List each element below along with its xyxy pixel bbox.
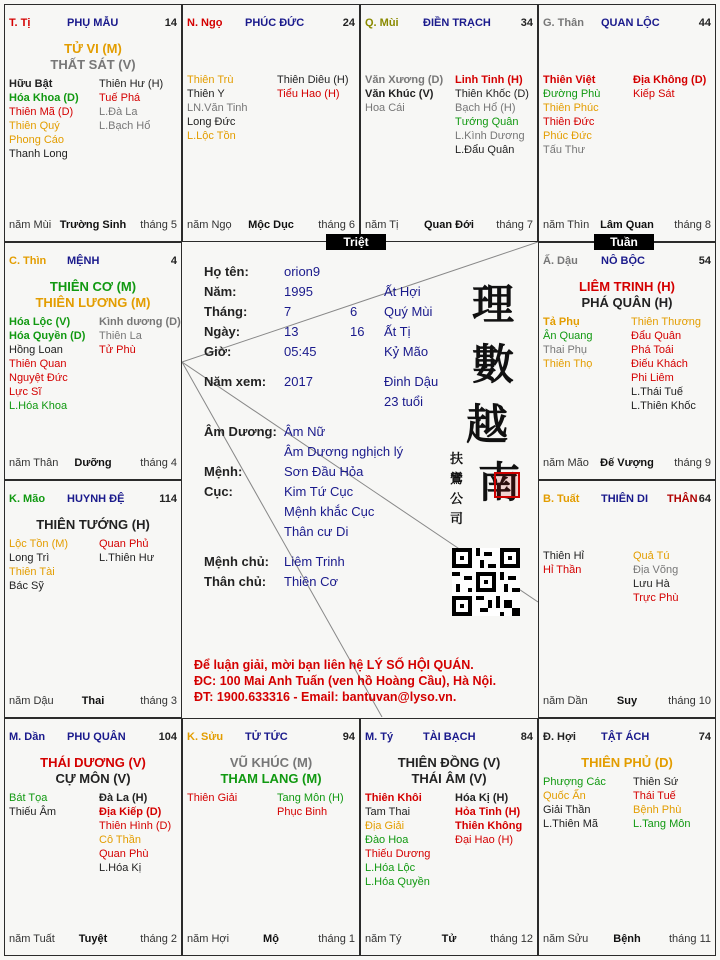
minor-star: Thiếu Dương [365,848,431,860]
main-star: THIÊN TƯỚNG (H) [36,517,150,532]
palace-stage: Mộc Dục [248,219,294,231]
minor-star: L.Kình Dương [455,130,525,142]
palace-ty[interactable] [360,718,538,956]
age-value: 23 tuổi [384,394,424,409]
palace-name: PHỤ MẪU [67,17,119,29]
palace-name: ĐIỀN TRẠCH [423,17,491,29]
main-star: THẤT SÁT (V) [50,57,136,72]
minor-star: Ân Quang [543,330,593,342]
minor-star: Thiên Quý [9,120,60,132]
minor-star: L.Hóa Quyền [365,876,430,888]
minor-star: Hóa Kị (H) [455,792,509,804]
palace-stage: Tử [441,933,457,945]
view-year-can-chi: Đinh Dậu [384,374,439,389]
minor-star: L.Bạch Hổ [99,120,151,132]
minor-star: Tam Thai [365,806,411,818]
minor-star: Thiên Khốc (D) [455,88,529,100]
tuan-marker: Tuần [594,234,654,250]
palace-footer [9,219,177,233]
palace-branch: K. Mão [9,493,46,505]
minor-star: Giải Thần [543,804,591,816]
star-column-right [455,73,529,157]
palace-stage: Bệnh [613,933,641,945]
minor-star: Lưu Hà [633,578,670,590]
star-column-right [99,315,181,357]
star-column-left [9,77,79,161]
minor-star: L.Thiên Hư [99,552,155,564]
palace-year: năm Ngọ [187,219,232,231]
palace-number: 54 [698,255,711,267]
palace-branch: C. Thìn [9,255,47,267]
palace-suu[interactable] [182,718,360,956]
palace-header [9,493,177,507]
palace-number: 104 [158,731,177,743]
palace-month: tháng 8 [674,219,711,231]
palace-name: NÔ BỘC [601,255,645,267]
seal-char-2: 鸞 [450,472,464,487]
main-star: VŨ KHÚC (M) [229,755,313,770]
minor-star: LN.Văn Tinh [187,102,248,114]
minor-star: Thiên Không [455,820,523,832]
star-column-right [99,791,171,875]
star-column-left [187,73,248,143]
palace-number: 74 [698,731,711,743]
minor-star: Địa Giải [365,820,405,832]
minor-star: Hóa Khoa (D) [9,92,79,104]
minor-star: Bát Tọa [9,792,48,804]
palace-stage: Đế Vượng [600,457,654,469]
star-column-right [277,73,349,101]
minor-star: L.Đà La [99,106,138,118]
month-lunar: 6 [350,304,358,319]
minor-star: Tấu Thư [543,144,586,156]
minor-star: Thiên Hỉ [543,550,584,562]
palace-name-secondary: THÂN [667,493,698,505]
palace-ngo[interactable] [182,4,360,242]
minor-star: Hoa Cái [365,102,405,114]
minor-star: Thiên Thương [631,316,702,328]
main-star: THIÊN ĐỒNG (V) [397,755,501,770]
minor-star: Thiên Y [187,88,225,100]
minor-star: L.Đẩu Quân [455,144,515,156]
palace-year: năm Mùi [9,219,52,231]
minor-star: Hóa Quyền (D) [9,330,86,342]
minor-star: L.Thái Tuế [631,386,683,398]
cuc-note-1: Mệnh khắc Cục [284,504,375,519]
minor-star: Lực Sĩ [9,386,42,398]
name-label: Họ tên: [204,264,249,279]
minor-star: Nguyệt Đức [9,372,68,384]
main-star: THIÊN LƯƠNG (M) [35,295,151,310]
minor-star: Phục Binh [277,806,328,818]
palace-year: năm Tuất [9,933,55,945]
hour-label: Giờ: [204,344,232,359]
palace-footer [365,933,533,947]
star-column-left [187,791,237,805]
minor-star: Thai Phụ [543,344,588,356]
star-column-right [455,791,522,847]
palace-month: tháng 10 [668,695,711,707]
palace-name: HUYNH ĐỆ [67,493,125,505]
palace-footer [365,219,533,233]
minor-star: Đào Hoa [365,834,409,846]
minor-star: Thiên Tài [9,566,55,578]
palace-name: TỬ TỨC [245,731,288,743]
minor-star: Lộc Tồn (M) [9,538,69,550]
palace-footer [9,457,177,471]
minor-star: Bạch Hổ (H) [455,102,516,114]
minor-star: Tả Phụ [543,316,580,328]
palace-branch: M. Dần [9,731,46,743]
minor-star: Thiên Việt [543,74,596,86]
star-column-left [365,73,443,115]
minor-star: Long Trì [9,552,50,564]
view-year-value: 2017 [284,374,313,389]
minor-star: Tử Phù [99,344,136,356]
minor-star: Phúc Đức [543,130,592,142]
palace-header [365,731,533,745]
year-can-chi: Ất Hợi [384,284,421,299]
minor-star: L.Lộc Tồn [187,130,236,142]
cuc-note-2: Thân cư Di [284,524,349,539]
minor-star: Đẩu Quân [631,330,682,342]
minor-star: Long Đức [187,116,236,128]
minor-star: Địa Không (D) [633,74,707,86]
minor-star: Tang Môn (H) [277,792,344,804]
minor-star: Điếu Khách [631,358,688,370]
palace-month: tháng 11 [668,933,711,945]
day-can-chi: Ất Tị [384,324,411,339]
year-value: 1995 [284,284,313,299]
palace-footer [9,933,177,947]
main-star: LIÊM TRINH (H) [578,279,676,294]
menh-chu-label: Mệnh chủ: [204,554,269,569]
menh-chu-value: Liêm Trinh [284,554,345,569]
palace-dan[interactable] [4,718,182,956]
star-column-left [543,775,606,831]
minor-star: Linh Tinh (H) [455,74,523,86]
palace-header [543,255,711,269]
minor-star: Thiên Khôi [365,792,422,804]
palace-year: năm Hợi [187,933,230,945]
minor-star: Thiên Diêu (H) [277,74,349,86]
palace-branch: T. Tị [9,17,31,29]
palace-branch: K. Sửu [187,731,224,743]
menh-value: Sơn Đầu Hỏa [284,464,364,479]
minor-star: L.Tang Môn [633,818,691,830]
seal-char-3: 公 [450,492,464,507]
month-label: Tháng: [204,304,248,319]
palace-branch: Ấ. Dậu [543,255,578,267]
palace-footer [543,219,711,233]
minor-star: Thiên Sứ [633,776,679,788]
palace-number: 114 [159,493,177,505]
palace-header [187,731,355,745]
palace-branch: G. Thân [543,17,584,29]
cuc-label: Cục: [204,484,233,499]
palace-tuat[interactable] [538,480,716,718]
palace-name: MỆNH [67,255,100,267]
minor-star: Tuế Phá [99,92,141,104]
palace-hoi[interactable] [538,718,716,956]
minor-star: Địa Kiếp (D) [99,806,162,818]
minor-star: Thiên Thọ [543,358,593,370]
palace-mui[interactable] [360,4,538,242]
star-column-right [631,315,701,413]
palace-header [543,17,711,31]
minor-star: Thiên La [99,330,142,342]
triet-marker: Triệt [326,234,386,250]
hour-value: 05:45 [284,344,317,359]
minor-star: Bệnh Phù [633,804,682,816]
minor-star: Thiên Hình (D) [99,820,172,832]
minor-star: Đường Phù [543,88,601,100]
palace-header [187,17,355,31]
seal-char-1: 扶 [450,452,464,467]
minor-star: L.Hóa Lộc [365,862,416,874]
main-star: PHÁ QUÂN (H) [581,295,673,310]
palace-header [9,731,177,745]
day-value: 13 [284,324,299,339]
star-column-left [543,315,593,371]
minor-star: Kiếp Sát [633,88,675,100]
palace-name: PHÚC ĐỨC [245,17,305,29]
minor-star: Thiên Phúc [543,102,599,114]
palace-footer [543,457,711,471]
palace-month: tháng 5 [140,219,177,231]
minor-star: Văn Khúc (V) [365,88,434,100]
palace-name: QUAN LỘC [601,17,660,29]
star-column-right [633,73,706,101]
contact-line-3[interactable]: ĐT: 1900.633316 - Email: bantuvan@lyso.vn. [194,690,457,704]
palace-dau[interactable] [538,242,716,480]
palace-mao[interactable] [4,480,182,718]
palace-number: 34 [520,17,533,29]
minor-star: Thiên Hư (H) [99,78,164,90]
palace-header [543,493,711,507]
palace-footer [9,695,177,709]
than-chu-label: Thân chủ: [204,574,267,589]
minor-star: Thiên Quan [9,358,67,370]
day-label: Ngày: [204,324,241,339]
palace-month: tháng 3 [140,695,177,707]
calligraphy-char-3: 越 [466,400,509,449]
star-column-left [543,73,600,157]
minor-star: L.Thiên Mã [543,818,599,830]
palace-year: năm Thìn [543,219,590,231]
palace-header [543,731,711,745]
palace-branch: Đ. Hợi [543,731,576,743]
star-column-left [9,537,68,593]
minor-star: Đà La (H) [99,792,148,804]
palace-footer [543,933,711,947]
palace-year: năm Sửu [543,933,589,945]
am-duong-value: Âm Nữ [284,424,326,439]
hour-can-chi: Kỷ Mão [384,344,429,359]
main-star: TỬ VI (M) [64,41,122,56]
minor-star: Hỏa Tinh (H) [455,806,521,818]
than-chu-value: Thiên Cơ [284,574,339,589]
main-star: CỰ MÔN (V) [55,771,131,786]
palace-branch: M. Tý [365,731,394,743]
palace-month: tháng 1 [318,933,355,945]
palace-header [9,17,177,31]
palace-month: tháng 7 [496,219,533,231]
main-star: THÁI DƯƠNG (V) [40,755,146,770]
contact-line-2: ĐC: 100 Mai Anh Tuấn (ven hồ Hoàng Cầu), Hà Nội. [194,674,497,688]
minor-star: L.Hóa Kị [99,862,142,874]
cuc-value: Kim Tứ Cục [284,484,354,499]
minor-star: Kình dương (D) [99,316,181,328]
palace-stage: Dưỡng [74,457,112,469]
palace-footer [187,219,355,233]
am-duong-note: Âm Dương nghịch lý [284,444,404,459]
palace-stage: Lâm Quan [600,219,654,231]
palace-number: 44 [698,17,711,29]
minor-star: Hồng Loan [9,344,63,356]
palace-number: 84 [520,731,533,743]
minor-star: Cô Thần [99,834,141,846]
main-star: THAM LANG (M) [220,771,322,786]
minor-star: Thiên Trù [187,74,234,86]
palace-stage: Trường Sinh [59,219,127,231]
minor-star: Thanh Long [9,148,68,160]
main-star: THÁI ÂM (V) [411,771,487,786]
qr-code[interactable] [452,548,520,616]
palace-header [365,17,533,31]
star-column-right [99,537,154,565]
palace-number: 24 [342,17,355,29]
minor-star: Trực Phù [633,592,679,604]
palace-stage: Suy [616,695,638,707]
minor-star: Địa Võng [633,564,679,576]
minor-star: Thiên Mã (D) [9,106,74,118]
palace-name: THIÊN DI [601,493,649,505]
star-column-right [99,77,163,133]
palace-year: năm Tý [365,933,402,945]
menh-label: Mệnh: [204,464,243,479]
palace-number: 64 [698,493,711,505]
star-column-right [277,791,344,819]
palace-ti[interactable] [4,4,182,242]
palace-than1[interactable] [538,4,716,242]
minor-star: Hóa Lộc (V) [9,316,71,328]
palace-name: TẬT ÁCH [601,731,650,743]
palace-month: tháng 12 [490,933,533,945]
palace-footer [187,933,355,947]
palace-name: TÀI BẠCH [423,731,476,743]
year-label: Năm: [204,284,237,299]
main-star: THIÊN CƠ (M) [49,279,137,294]
minor-star: Quan Phù [99,848,149,860]
minor-star: Quốc Ấn [543,790,586,802]
star-column-left [9,315,85,413]
minor-star: Hữu Bật [9,78,53,90]
palace-stage: Mộ [263,933,279,945]
palace-footer [543,695,711,709]
star-column-left [365,791,430,889]
minor-star: Phượng Các [543,776,606,788]
minor-star: Thiên Giải [187,792,238,804]
star-column-right [633,549,678,605]
calligraphy-char-2: 數 [472,340,515,389]
minor-star: L.Hóa Khoa [9,400,68,412]
minor-star: Hỉ Thần [543,564,582,576]
star-column-left [9,791,56,819]
minor-star: Thiên Đức [543,116,595,128]
palace-number: 4 [170,255,177,267]
palace-thin[interactable] [4,242,182,480]
palace-year: năm Dần [543,695,588,707]
minor-star: Tiểu Hao (H) [277,88,340,100]
month-can-chi: Quý Mùi [384,304,433,319]
minor-star: Tướng Quân [455,116,519,128]
calligraphy-char-4: 南 [478,458,521,507]
main-star: THIÊN PHỦ (D) [581,755,673,770]
palace-year: năm Tị [365,219,399,231]
minor-star: Phi Liêm [631,372,674,384]
name-value: orion9 [284,264,321,279]
day-lunar: 16 [350,324,365,339]
palace-year: năm Mão [543,457,589,469]
seal-stamp [494,472,520,498]
calligraphy-char-1: 理 [472,280,515,329]
palace-branch: Q. Mùi [365,17,399,29]
palace-month: tháng 4 [140,457,177,469]
palace-month: tháng 6 [318,219,355,231]
minor-star: L.Thiên Khốc [631,400,696,412]
view-year-label: Năm xem: [204,374,267,389]
palace-year: năm Thân [9,457,59,469]
minor-star: Phá Toái [631,344,674,356]
palace-branch: N. Ngọ [187,17,223,29]
minor-star: Phong Cáo [9,134,65,146]
palace-header [9,255,177,269]
palace-stage: Tuyệt [78,933,108,945]
star-column-left [543,549,584,577]
minor-star: Quả Tú [633,550,670,562]
minor-star: Quan Phủ [99,538,149,550]
minor-star: Đại Hao (H) [455,834,514,846]
month-value: 7 [284,304,292,319]
palace-branch: B. Tuất [543,493,580,505]
palace-number: 94 [342,731,355,743]
palace-month: tháng 2 [140,933,177,945]
palace-stage: Quan Đới [424,219,474,231]
minor-star: Bác Sỹ [9,580,44,592]
palace-year: năm Dậu [9,695,54,707]
am-duong-label: Âm Dương: [204,424,277,439]
center-info-panel [182,242,538,717]
palace-name: PHU QUÂN [67,731,126,743]
minor-star: Thiếu Âm [9,806,57,818]
minor-star: Văn Xương (D) [365,74,444,86]
star-column-right [633,775,690,831]
palace-month: tháng 9 [674,457,711,469]
contact-line-1: Để luận giải, mời bạn liên hệ LÝ SỐ HỘI QUÁN. [194,658,474,672]
palace-stage: Thai [81,695,105,707]
minor-star: Thái Tuế [633,790,676,802]
seal-char-4: 司 [450,512,464,527]
palace-number: 14 [164,17,177,29]
